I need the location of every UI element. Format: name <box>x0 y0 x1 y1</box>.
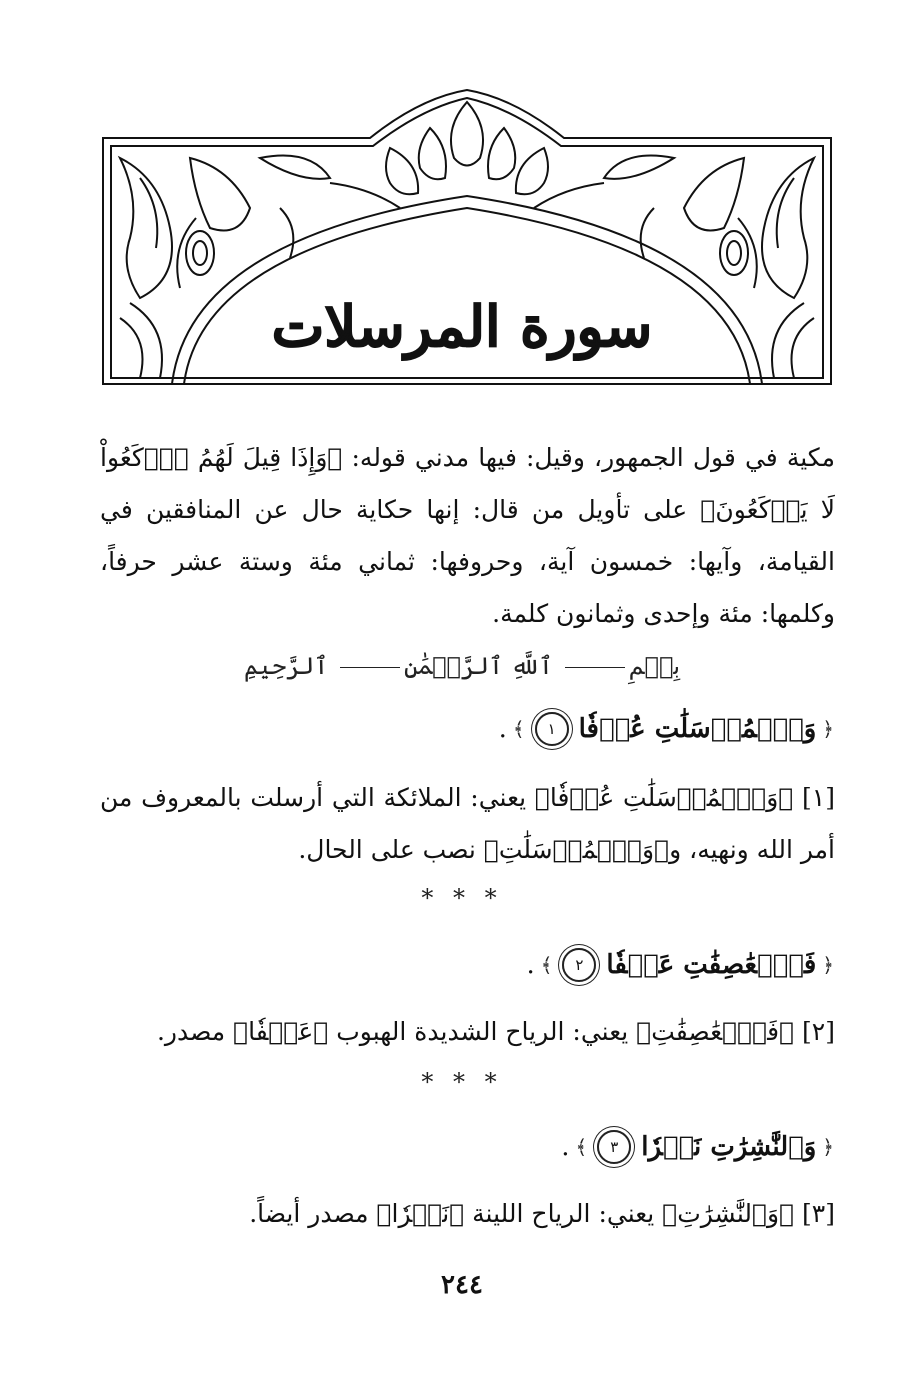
basmala <box>200 652 724 702</box>
verse-text: فَٱلۡعَٰصِفَٰتِ عَصۡفٗا <box>606 950 817 980</box>
commentary-2: [٢] ﴿فَٱلۡعَٰصِفَٰتِ﴾ يعني: الرياح الشديدة الهبوب ﴿عَصۡفٗا﴾ مصدر. <box>156 1017 835 1046</box>
kashida-line <box>340 667 400 668</box>
ornate-bracket-close: ﴾ <box>540 953 553 977</box>
verse-text: وَٱلنَّٰشِرَٰتِ نَشۡرٗا <box>641 1132 817 1162</box>
kashida-line <box>565 667 625 668</box>
ornate-bracket-open: ﴿ <box>822 953 834 977</box>
section-separator: * * * <box>421 1068 503 1096</box>
basmala-word: ٱللَّهِ <box>510 652 553 680</box>
verse-text: وَٱلۡمُرۡسَلَٰتِ عُرۡفٗا <box>578 714 817 744</box>
page-number: ٢٤٤ <box>441 1270 483 1300</box>
basmala-word: ٱلرَّحۡمَٰنِ <box>403 652 504 680</box>
verse-3 <box>561 1130 834 1164</box>
basmala-word: ٱلرَّحِيمِ <box>243 652 329 680</box>
commentary-3: [٣] ﴿وَٱلنَّٰشِرَٰتِ﴾ يعني: الرياح اللينة ﴿نَشۡرٗا﴾ مصدر أيضاً. <box>249 1199 835 1228</box>
ornate-bracket-open: ﴿ <box>822 717 834 741</box>
ornate-bracket-close: ﴾ <box>512 717 525 741</box>
ornate-bracket-open: ﴿ <box>822 1135 834 1159</box>
surah-introduction: مكية في قول الجمهور، وقيل: فيها مدني قوله: ﴿وَإِذَا قِيلَ لَهُمُ ٱرۡكَعُواْ لَا يَرۡكَعُونَ﴾ على تأويل من قال: إنها حكاية حال عن المنافقين في القيامة، وآيها: خمسون آية، وحروفها: ثماني مئة وستة عشر حرفاً، وكلمها: مئة وإحدى وثمانون كلمة. <box>100 443 835 628</box>
verse-suffix: . <box>561 1132 570 1162</box>
ayah-number-marker: ١ <box>535 712 569 746</box>
surah-title: سورة المرسلات <box>271 294 653 360</box>
verse-suffix: . <box>498 714 507 744</box>
verse-2 <box>526 948 834 982</box>
ornate-bracket-close: ﴾ <box>575 1135 588 1159</box>
ayah-number-marker: ٣ <box>597 1130 631 1164</box>
verse-suffix: . <box>526 950 535 980</box>
verse-1 <box>499 712 834 746</box>
ayah-number-marker: ٢ <box>562 948 596 982</box>
commentary-1: [١] ﴿وَٱلۡمُرۡسَلَٰتِ عُرۡفٗا﴾ يعني: الملائكة التي أرسلت بالمعروف من أمر الله ونهيه، و﴿وَٱلۡمُرۡسَلَٰتِ﴾ نصب على الحال. <box>100 783 835 864</box>
section-separator: * * * <box>421 884 503 912</box>
basmala-word: بِسۡمِ <box>628 652 681 680</box>
